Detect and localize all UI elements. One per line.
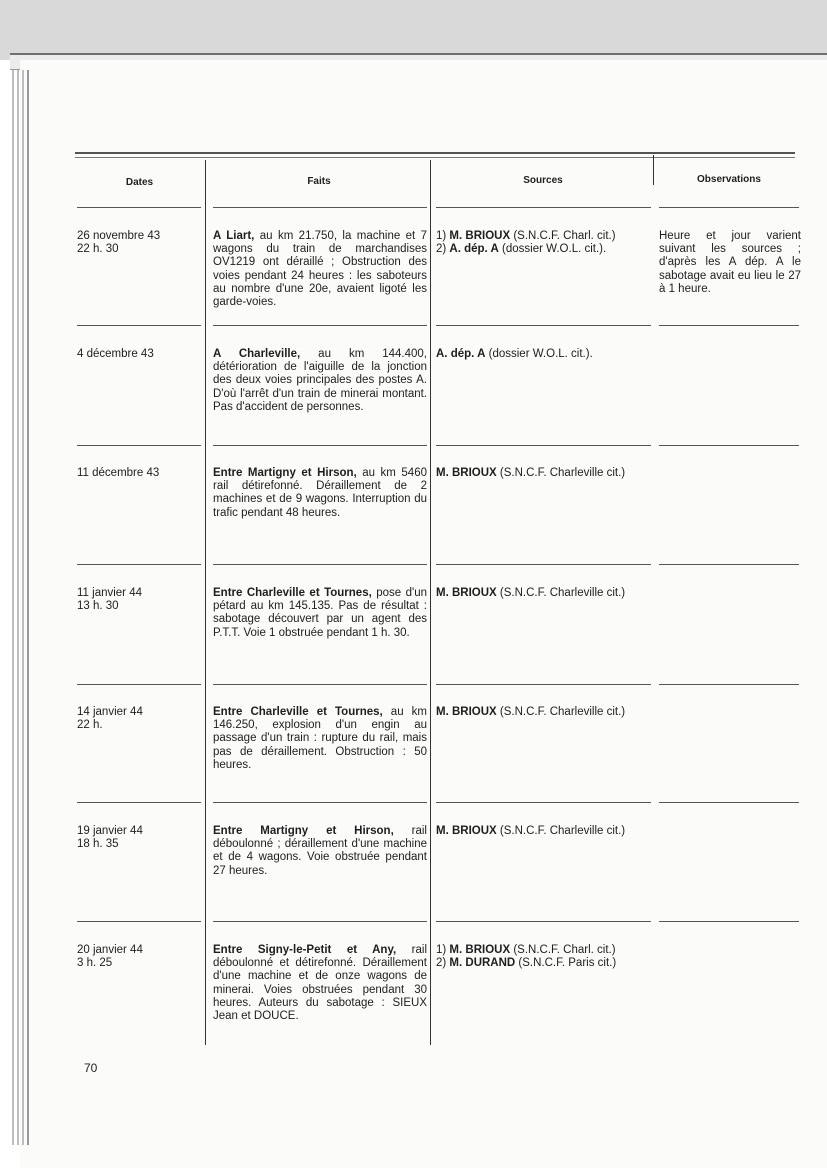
row-sources bbox=[436, 825, 652, 838]
page-stack-edge bbox=[12, 70, 14, 1145]
row-separator bbox=[436, 802, 651, 803]
row-date bbox=[77, 825, 202, 851]
source-name: M. BRIOUX bbox=[436, 587, 497, 599]
column-divider bbox=[653, 155, 654, 185]
fait-text: au km 5460 rail détirefonné. Déraillement de 2 machines et de 9 wagons. Interruption du trafic pendant 48 heures. bbox=[213, 467, 427, 519]
fait-text: rail déboulonné et détirefonné. Déraillement d'une machine et de onze wagons de minerai. Voies obstruées pendant 30 heures. Auteurs du sabotage : SIEUX Jean et DOUCE. bbox=[213, 944, 428, 1023]
page-stack-edge bbox=[22, 70, 24, 1145]
row-separator bbox=[77, 802, 201, 803]
row-separator bbox=[213, 325, 427, 326]
row-fait bbox=[213, 467, 427, 520]
row-separator bbox=[659, 207, 799, 208]
row-observation: Heure et jour varient suivant les sources ; d'après les A dép. A le sabotage avait eu lieu le 27 à 1 heure. bbox=[659, 230, 801, 295]
table-top-rule-thin bbox=[75, 157, 795, 158]
row-separator bbox=[436, 921, 651, 922]
source-prefix: 2) bbox=[436, 957, 450, 970]
row-separator bbox=[436, 684, 651, 685]
date-line: 18 h. 35 bbox=[77, 838, 119, 851]
date-line: 22 h. bbox=[77, 719, 103, 732]
row-separator bbox=[436, 445, 651, 446]
source-name: M. BRIOUX bbox=[436, 467, 497, 479]
row-separator bbox=[659, 445, 799, 446]
row-separator bbox=[213, 207, 427, 208]
row-date bbox=[77, 230, 202, 256]
date-line: 14 janvier 44 bbox=[77, 706, 143, 718]
source-prefix: 1) bbox=[436, 944, 450, 956]
row-fait bbox=[213, 230, 427, 309]
fait-lead: Entre Martigny et Hirson, bbox=[213, 467, 357, 479]
row-separator bbox=[659, 684, 799, 685]
column-divider bbox=[205, 160, 206, 1045]
fait-lead: A Charleville, bbox=[213, 348, 301, 360]
date-line: 20 janvier 44 bbox=[77, 944, 143, 956]
fait-text: au km 146.250, explosion d'un engin au passage d'un train : rupture du rail, mais pas de déraillement. Obstruction : 50 heures. bbox=[213, 706, 427, 771]
source-line bbox=[436, 587, 652, 600]
fait-lead: Entre Charleville et Tournes, bbox=[213, 587, 372, 599]
row-fait bbox=[213, 348, 427, 414]
row-date bbox=[77, 348, 202, 361]
source-ref: (dossier W.O.L. cit.). bbox=[498, 243, 607, 256]
page-number: 70 bbox=[84, 1061, 98, 1075]
source-line bbox=[436, 957, 652, 970]
table-top-rule bbox=[75, 152, 795, 154]
row-separator bbox=[77, 564, 201, 565]
row-separator bbox=[77, 325, 201, 326]
page-stack-edge bbox=[17, 70, 19, 1145]
date-line: 11 janvier 44 bbox=[77, 587, 142, 599]
row-separator bbox=[659, 802, 799, 803]
source-ref: (S.N.C.F. Charleville cit.) bbox=[496, 706, 626, 718]
row-date bbox=[77, 587, 202, 613]
row-sources bbox=[436, 706, 652, 719]
source-ref: (dossier W.O.L. cit.). bbox=[485, 348, 593, 360]
source-name: A. dép. A bbox=[436, 348, 486, 360]
scan-background bbox=[0, 0, 827, 60]
source-name: M. BRIOUX bbox=[436, 706, 497, 718]
row-sources bbox=[436, 348, 652, 361]
row-separator bbox=[436, 325, 651, 326]
row-separator bbox=[213, 921, 427, 922]
row-separator bbox=[436, 207, 651, 208]
row-date bbox=[77, 944, 202, 970]
source-prefix: 2) bbox=[436, 243, 450, 256]
row-separator bbox=[77, 207, 201, 208]
fait-lead: Entre Signy-le-Petit et Any, bbox=[213, 944, 397, 956]
row-date bbox=[77, 706, 202, 732]
row-separator bbox=[77, 684, 201, 685]
row-separator bbox=[213, 684, 427, 685]
source-line bbox=[436, 467, 652, 480]
fait-text: pose d'un pétard au km 145.135. Pas de résultat : sabotage découvert par un agent des P.T.T. Voie 1 obstruée pendant 1 h. 30. bbox=[213, 587, 427, 639]
source-name: M. BRIOUX bbox=[449, 944, 511, 956]
source-line bbox=[436, 348, 652, 361]
header-observations: Observations bbox=[697, 174, 761, 185]
source-name: M. BRIOUX bbox=[449, 230, 511, 242]
row-separator bbox=[436, 564, 651, 565]
row-separator bbox=[77, 921, 201, 922]
row-separator bbox=[213, 802, 427, 803]
row-separator bbox=[213, 564, 427, 565]
date-line: 11 décembre 43 bbox=[77, 467, 160, 479]
date-line: 4 décembre 43 bbox=[77, 348, 154, 360]
header-sources: Sources bbox=[523, 175, 563, 186]
date-line: 13 h. 30 bbox=[77, 600, 119, 613]
row-sources bbox=[436, 230, 652, 256]
source-line bbox=[436, 944, 652, 957]
fait-lead: Entre Charleville et Tournes, bbox=[213, 706, 383, 718]
source-line bbox=[436, 706, 652, 719]
date-line: 19 janvier 44 bbox=[77, 825, 143, 837]
source-line bbox=[436, 230, 652, 243]
source-line bbox=[436, 243, 652, 256]
source-ref: (S.N.C.F. Charleville cit.) bbox=[496, 467, 626, 479]
source-ref: (S.N.C.F. Charleville cit.) bbox=[496, 825, 626, 837]
source-name: M. DURAND bbox=[449, 957, 516, 970]
source-line bbox=[436, 825, 652, 838]
row-fait bbox=[213, 706, 427, 772]
source-ref: (S.N.C.F. Charl. cit.) bbox=[510, 230, 616, 242]
row-sources bbox=[436, 944, 652, 970]
row-separator bbox=[213, 445, 427, 446]
fait-text: rail déboulonné ; déraillement d'une machine et de 4 wagons. Voie obstruée pendant 27 heures. bbox=[213, 825, 427, 877]
row-fait bbox=[213, 825, 427, 878]
row-separator bbox=[659, 564, 799, 565]
source-ref: (S.N.C.F. Charleville cit.) bbox=[496, 587, 626, 599]
date-line: 22 h. 30 bbox=[77, 243, 119, 256]
source-ref: (S.N.C.F. Charl. cit.) bbox=[510, 944, 616, 956]
header-faits: Faits bbox=[307, 176, 331, 187]
header-dates: Dates bbox=[125, 177, 154, 188]
fait-text: au km 21.750, la machine et 7 wagons du train de marchandises OV1219 ont déraillé ; Obstruction des voies pendant 24 heures : les saboteurs au nombre d'une 20e, avaient ligoté les garde-voies. bbox=[213, 230, 427, 309]
source-name: A. dép. A bbox=[449, 243, 499, 256]
row-separator bbox=[77, 445, 201, 446]
page-stack-edge bbox=[27, 70, 29, 1145]
source-name: M. BRIOUX bbox=[436, 825, 497, 837]
row-sources bbox=[436, 587, 652, 600]
fait-text: au km 144.400, détérioration de l'aiguille de la jonction des deux voies principales des postes A. D'où l'arrêt d'un train de minerai montant. Pas d'accident de personnes. bbox=[213, 348, 427, 413]
date-line: 3 h. 25 bbox=[77, 957, 113, 970]
row-fait bbox=[213, 587, 427, 640]
source-prefix: 1) bbox=[436, 230, 450, 242]
source-ref: (S.N.C.F. Paris cit.) bbox=[515, 957, 617, 970]
row-separator bbox=[659, 325, 799, 326]
column-divider bbox=[430, 160, 431, 1045]
row-fait bbox=[213, 944, 427, 1023]
row-separator bbox=[659, 921, 799, 922]
fait-lead: Entre Martigny et Hirson, bbox=[213, 825, 394, 837]
date-line: 26 novembre 43 bbox=[77, 230, 161, 242]
row-date bbox=[77, 467, 202, 480]
fait-lead: A Liart, bbox=[213, 230, 255, 242]
row-sources bbox=[436, 467, 652, 480]
